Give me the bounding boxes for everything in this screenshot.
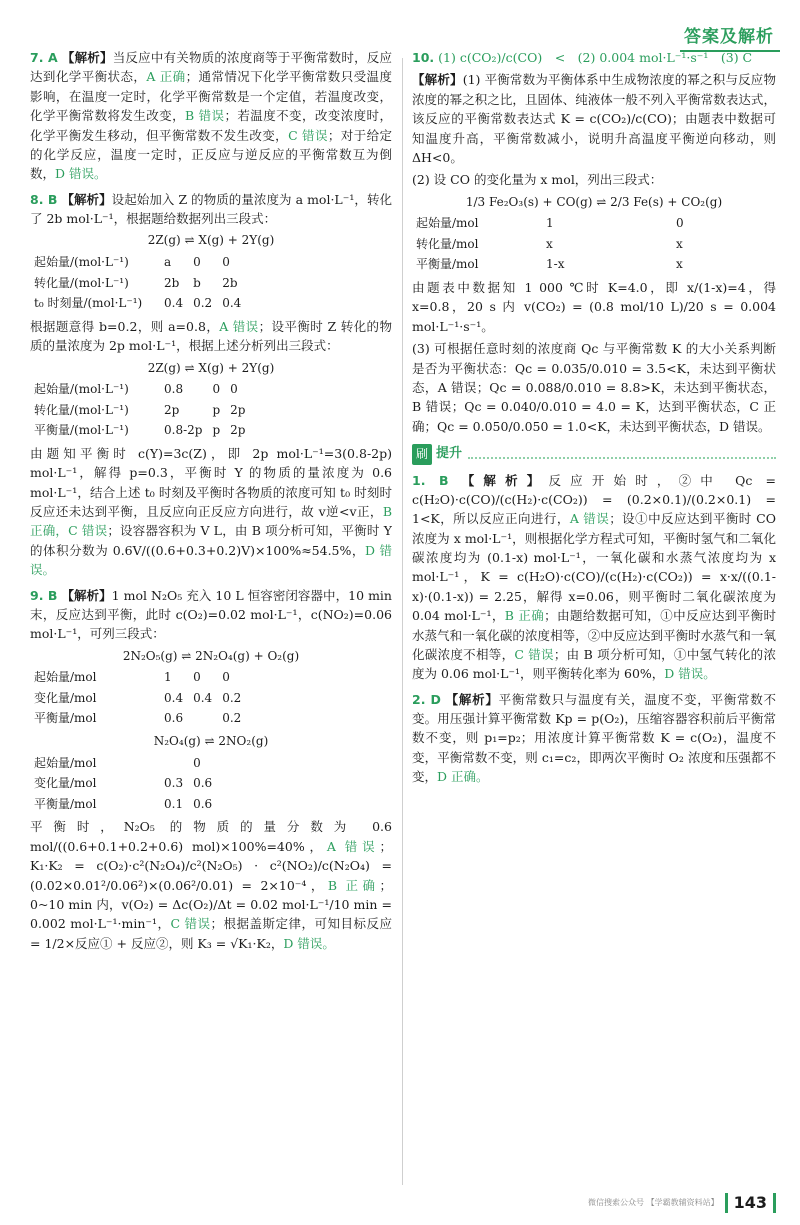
equation: 2Z(g) ⇌ X(g) + 2Y(g) xyxy=(147,233,275,248)
table-row xyxy=(34,688,251,709)
table-cell: 0.4 xyxy=(164,690,184,705)
table-row xyxy=(34,794,222,815)
table-cell: 0 xyxy=(193,755,201,770)
section-header xyxy=(412,444,776,465)
table-cell: 2b xyxy=(222,275,238,290)
table-row xyxy=(416,254,694,275)
verdict: C 错误 xyxy=(170,916,211,932)
question-9 xyxy=(30,586,392,954)
table-cell: 0.2 xyxy=(222,690,242,705)
table-row xyxy=(34,420,255,441)
table-cell: 转化量/(mol·L⁻¹) xyxy=(34,275,129,290)
table-cell: 0 xyxy=(230,382,238,397)
table-cell: b xyxy=(193,275,201,290)
text: ；由题给数据可知，①中反应达到平衡时水蒸气和一氧化碳的浓度相等，②中反应达到平衡时水蒸气和一氧化碳浓度不相等， xyxy=(412,608,776,662)
table-cell: p xyxy=(212,423,221,438)
question-number: 8. B xyxy=(30,191,58,207)
verdict: B 正确 xyxy=(504,608,545,624)
table-cell: 变化量/mol xyxy=(34,690,97,705)
table-cell: 2b xyxy=(164,275,180,290)
verdict: A 错误 xyxy=(326,838,380,854)
section-dots xyxy=(468,449,776,459)
question-10 xyxy=(412,48,776,436)
table-row xyxy=(34,667,251,688)
text: 由题表中数据知 1 000 ℃时 K=4.0，即 x/(1-x)=4，得 x=0.8，20 s 内 v(CO₂) = (0.8 mol/10 L)/20 s = 0.004 mol·L⁻¹·s⁻¹。 xyxy=(412,280,776,334)
text: ；设①中反应达到平衡时 CO 浓度为 x mol·L⁻¹，则根据化学方程式可知，平衡时氢气和二氧化碳浓度均为 (0.1-x) mol·L⁻¹，一氧化碳和水蒸气浓度均为 x mol·L⁻¹，K = c(H₂O)·c(CO)/(c(H₂)·c(CO₂)) = x·x/((0.1-x)·(0.1-x)) = 2.25，解得 x=0.06，则平衡时二氧化碳浓度为 0.04 mol·L⁻¹， xyxy=(412,511,776,624)
three-stage-table xyxy=(34,753,222,815)
text: ；若温度不变，改变浓度时，化学平衡发生移动，但平衡常数不发生改变， xyxy=(30,108,392,143)
table-row xyxy=(416,213,694,234)
table-cell: 0.2 xyxy=(193,296,213,311)
column-divider xyxy=(402,58,403,1185)
table-cell: 平衡量/(mol·L⁻¹) xyxy=(34,423,129,438)
verdict: B 错误 xyxy=(185,108,225,124)
verdict: D 错误。 xyxy=(30,542,392,578)
table-cell: 1 xyxy=(164,670,172,685)
left-column xyxy=(30,48,392,1185)
table-cell: 转化量/mol xyxy=(416,236,479,251)
table-cell: 2p xyxy=(164,402,180,417)
table-cell: a xyxy=(164,254,172,269)
table-cell: 0.6 xyxy=(193,796,213,811)
question-number: 7. A xyxy=(30,50,58,65)
analysis-tag: 【解析】 xyxy=(412,72,463,88)
text: (3) 可根据任意时刻的浓度商 Qc 与平衡常数 K 的大小关系判断是否为平衡状态：Qc = 0.035/0.010 = 3.5<K，未达到平衡状态，A 错误；Qc = 0.088/0.010 = 8.8>K，未达到平衡状态，B 错误；Qc = 0.040/0.010 = 4.0 = K，达到平衡状态，C 正确；Qc = 0.050/0.050 = 1.0<K，未达到平衡状态，D 错误。 xyxy=(412,341,776,434)
table-cell: 0.4 xyxy=(222,296,242,311)
analysis-tag: 【解析】 xyxy=(61,587,112,603)
text: ；设容器容积为 V L，由 B 项分析可知，平衡时 Y 的体积分数为 0.6V/((0.6+0.3+0.2)V)×100%≈54.5%， xyxy=(30,523,392,558)
table-cell: 0.8-2p xyxy=(164,423,203,438)
analysis-tag: 【解析】 xyxy=(61,191,112,207)
verdict: B 正确，C 错误 xyxy=(30,504,392,539)
text: ；根据盖斯定律，可知目标反应 = 1/2×反应① + 反应②，则 K₃ = √K₁·K₂， xyxy=(30,916,392,951)
verdict: C 错误 xyxy=(288,127,328,143)
question-1 xyxy=(412,471,776,684)
footer-note: 微信搜索公众号 【学霸教辅资料站】 xyxy=(588,1197,719,1207)
verdict: D 错误。 xyxy=(55,166,107,182)
equation: 2Z(g) ⇌ X(g) + 2Y(g) xyxy=(147,360,275,375)
table-cell: 起始量/(mol·L⁻¹) xyxy=(34,254,129,269)
question-7 xyxy=(30,48,392,184)
table-cell: 0 xyxy=(193,670,201,685)
three-stage-table xyxy=(34,379,255,441)
equation: 1/3 Fe₂O₃(s) + CO(g) ⇌ 2/3 Fe(s) + CO₂(g) xyxy=(465,194,723,209)
question-number: 9. B xyxy=(30,587,58,603)
table-row xyxy=(416,234,694,255)
table-cell: 起始量/(mol·L⁻¹) xyxy=(34,382,129,397)
three-stage-table xyxy=(34,252,251,314)
text: ；对于给定的化学反应，温度一定时，正反应与逆反应的平衡常数互为倒数， xyxy=(30,127,392,182)
table-cell: 1-x xyxy=(546,257,565,272)
analysis-tag: 【解析】 xyxy=(61,50,113,65)
text: ；0~10 min 内，v(O₂) = Δc(O₂)/Δt = 0.02 mol·L⁻¹/10 min = 0.002 mol·L⁻¹·min⁻¹， xyxy=(30,877,392,932)
table-cell: 0.6 xyxy=(193,776,213,791)
table-cell: 0.2 xyxy=(222,711,242,726)
equation: 2N₂O₅(g) ⇌ 2N₂O₄(g) + O₂(g) xyxy=(122,648,300,663)
table-cell: 2p xyxy=(230,402,246,417)
table-row xyxy=(34,773,222,794)
table-row xyxy=(34,400,255,421)
table-cell: 转化量/(mol·L⁻¹) xyxy=(34,402,129,417)
table-cell: 平衡量/mol xyxy=(34,796,97,811)
table-cell: 变化量/mol xyxy=(34,776,97,791)
table-cell: 0.4 xyxy=(193,690,213,705)
three-stage-table xyxy=(416,213,694,275)
section-label: 提升 xyxy=(436,446,463,462)
question-8 xyxy=(30,190,392,580)
table-cell: 0 xyxy=(222,670,230,685)
text: 设起始加入 Z 的物质的量浓度为 a mol·L⁻¹，转化了 2b mol·L⁻¹，根据题给数据列出三段式： xyxy=(30,191,392,226)
text: ；通常情况下化学平衡常数只受温度影响，在温度一定时，化学平衡常数是一个定值，若温度改变，化学平衡常数将发生改变， xyxy=(30,69,392,124)
verdict: C 错误 xyxy=(514,646,554,662)
verdict: A 正确 xyxy=(146,69,186,85)
table-cell: 起始量/mol xyxy=(34,755,97,770)
analysis-tag: 【解析】 xyxy=(452,472,549,488)
table-cell: 0 xyxy=(676,216,684,231)
verdict: A 错误 xyxy=(219,318,259,334)
question-number: 10. xyxy=(412,50,435,65)
text: ；设平衡时 Z 转化的物质的量浓度为 2p mol·L⁻¹，根据上述分析列出三段式： xyxy=(30,318,392,354)
table-cell: 起始量/mol xyxy=(416,216,479,231)
table-cell xyxy=(164,753,193,774)
verdict: D 错误。 xyxy=(664,666,716,682)
question-number: 2. D xyxy=(412,691,441,707)
table-cell: 2p xyxy=(230,423,246,438)
verdict: A 错误 xyxy=(569,511,610,527)
table-cell: 0 xyxy=(193,254,201,269)
three-stage-table xyxy=(34,667,251,729)
table-row xyxy=(34,273,251,294)
table-row xyxy=(34,252,251,273)
text: 平衡时，N₂O₅ 的物质的量分数为 0.6 mol/((0.6+0.1+0.2+0.6) mol)×100%=40%， xyxy=(30,819,392,854)
text: 当反应中有关物质的浓度商等于平衡常数时，反应达到化学平衡状态， xyxy=(30,50,392,85)
page-footer xyxy=(588,1193,776,1213)
table-cell: x xyxy=(546,236,553,251)
table-cell: x xyxy=(676,257,683,272)
table-cell: 0.3 xyxy=(164,776,184,791)
table-cell: 0 xyxy=(212,382,221,397)
table-row xyxy=(34,753,222,774)
table-cell: 0.8 xyxy=(164,382,184,397)
table-cell: p xyxy=(212,402,221,417)
question-2 xyxy=(412,690,776,787)
table-cell: 1 xyxy=(546,216,554,231)
text: ；由 B 项分析可知，①中氢气转化的浓度为 0.06 mol·L⁻¹，则平衡转化率为 60%， xyxy=(412,646,776,682)
text: (2) 设 CO 的变化量为 x mol，列出三段式： xyxy=(412,172,663,188)
page-number: 143 xyxy=(725,1193,776,1213)
text: (1) 平衡常数为平衡体系中生成物浓度的幂之积与反应物浓度的幂之积之比，且固体、纯液体一般不列入平衡常数表达式，该反应的平衡常数表达式 K = c(CO₂)/c(CO)；由题表中数据可知温度升高，平衡常数减小，说明升高温度平衡逆向移动，则 ΔH<0。 xyxy=(412,72,776,165)
text: 反应开始时，②中 Qc = c(H₂O)·c(CO)/(c(H₂)·c(CO₂)) = (0.2×0.1)/(0.2×0.1) = 1<K，所以反应正向进行， xyxy=(412,472,776,527)
text: ；K₁·K₂ = c(O₂)·c²(N₂O₄)/c²(N₂O₅) · c²(NO₂)/c(N₂O₄) = (0.02×0.01²/0.06²)×(0.06²/0.01) = 2×10⁻⁴， xyxy=(30,838,392,893)
equation: N₂O₄(g) ⇌ 2NO₂(g) xyxy=(153,734,269,748)
table-cell: x xyxy=(676,236,683,251)
text: 由题知平衡时 c(Y)=3c(Z)，即 2p mol·L⁻¹=3(0.8-2p) mol·L⁻¹，解得 p=0.3，平衡时 Y 的物质的量浓度为 0.6 mol·L⁻¹，结合上述 t₀ 时刻及平衡时各物质的浓度可知 t₀ 时刻时反应还未达到平衡，且反应向正反应方向进行，故 v逆<v正， xyxy=(30,445,392,519)
table-cell: 起始量/mol xyxy=(34,670,97,685)
table-cell: 0.1 xyxy=(164,796,184,811)
table-cell: 平衡量/mol xyxy=(34,711,97,726)
table-cell: 0.4 xyxy=(164,296,184,311)
right-column xyxy=(412,48,776,1185)
table-row xyxy=(34,293,251,314)
analysis-tag: 【解析】 xyxy=(444,691,499,707)
verdict: D 错误。 xyxy=(283,935,335,951)
header-title: 答案及解析 xyxy=(684,27,774,47)
text: 根据题意得 b=0.2，则 a=0.8， xyxy=(30,318,220,334)
table-row xyxy=(34,708,251,729)
table-cell: 0.6 xyxy=(164,711,184,726)
table-cell: t₀ 时刻量/(mol·L⁻¹) xyxy=(34,296,143,311)
table-cell: 平衡量/mol xyxy=(416,257,479,272)
verdict: D 正确。 xyxy=(437,769,489,785)
verdict: B 正确 xyxy=(327,877,380,893)
section-badge: 刷 xyxy=(412,444,432,465)
text: 平衡常数只与温度有关，温度不变，平衡常数不变。用压强计算平衡常数 Kp = p(O₂)，压缩容器容积前后平衡常数不变，则 p₁=p₂；用浓度计算平衡常数 K = c(O₂)，温度不变，平衡常数不变，则 c₁=c₂，即两次平衡时 O₂ 浓度和压强都不变， xyxy=(412,691,776,785)
question-number: 1. B xyxy=(412,472,449,488)
table-cell xyxy=(193,708,222,729)
text: 1 mol N₂O₅ 充入 10 L 恒容密闭容器中，10 min 末，反应达到平衡，此时 c(O₂)=0.02 mol·L⁻¹，c(NO₂)=0.06 mol·L⁻¹，可列三段式： xyxy=(30,587,392,642)
table-row xyxy=(34,379,255,400)
table-cell: 0 xyxy=(222,254,230,269)
answer-summary: (1) c(CO₂)/c(CO) < (2) 0.004 mol·L⁻¹·s⁻¹ (3) C xyxy=(438,50,753,65)
